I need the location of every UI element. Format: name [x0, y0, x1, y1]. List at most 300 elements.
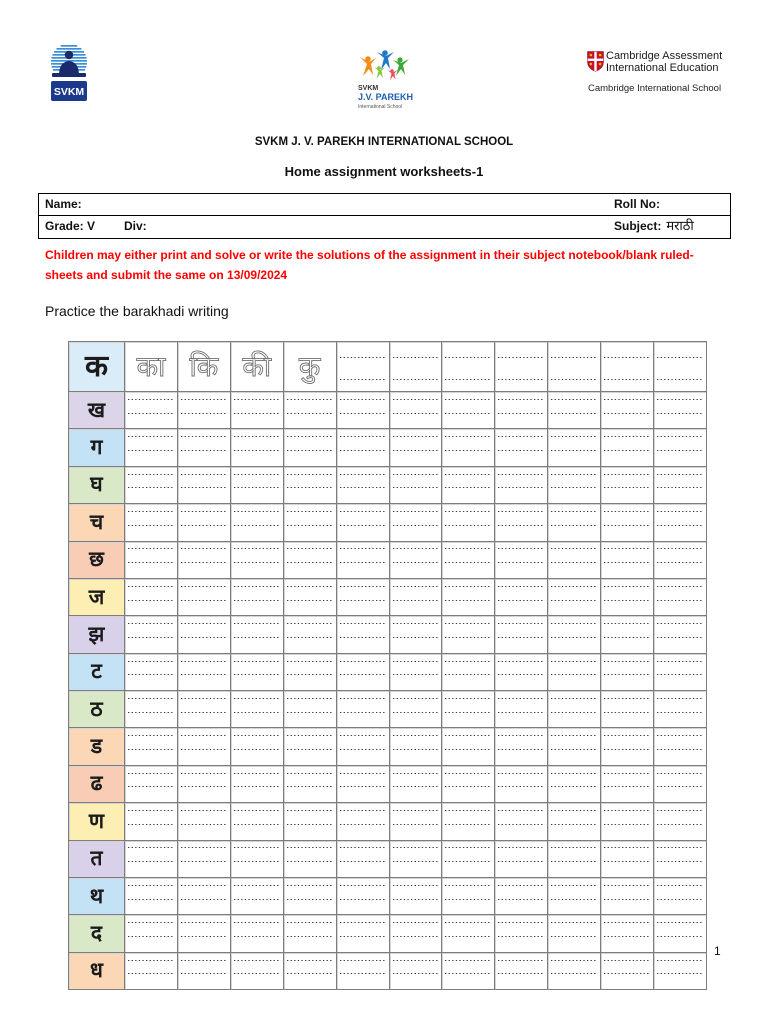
practice-cell — [654, 579, 707, 616]
practice-cell — [442, 841, 495, 878]
dotted-guide-line — [287, 562, 333, 563]
dotted-guide-line — [393, 899, 439, 900]
dotted-guide-line — [181, 960, 227, 961]
dotted-guide-line — [287, 674, 333, 675]
barakhadi-letter-cell — [69, 953, 125, 990]
dotted-guide-line — [445, 973, 491, 974]
practice-cell — [125, 803, 178, 840]
dotted-guide-line — [445, 936, 491, 937]
practice-cell — [548, 953, 601, 990]
barakhadi-letter-cell — [69, 504, 125, 541]
practice-cell — [495, 953, 548, 990]
worksheet-title: Home assignment worksheets-1 — [284, 164, 484, 179]
practice-cell — [601, 579, 654, 616]
dotted-guide-line — [287, 450, 333, 451]
jvp-logo-name-text — [358, 92, 413, 102]
barakhadi-letter-cell — [69, 841, 125, 878]
practice-cell — [390, 953, 443, 990]
practice-cell — [231, 803, 284, 840]
practice-cell — [442, 654, 495, 691]
dotted-guide-line — [181, 661, 227, 662]
barakhadi-letter-cell — [69, 429, 125, 466]
practice-cell — [231, 766, 284, 803]
consonant-letter: ढ — [90, 771, 103, 796]
dotted-guide-line — [128, 637, 174, 638]
dotted-guide-line — [181, 436, 227, 437]
practice-cell — [548, 841, 601, 878]
dotted-guide-line — [287, 637, 333, 638]
barakhadi-letter-cell — [69, 392, 125, 429]
dotted-guide-line — [604, 661, 650, 662]
dotted-guide-line — [234, 586, 280, 587]
practice-cell — [390, 504, 443, 541]
dotted-guide-line — [234, 735, 280, 736]
practice-cell — [125, 342, 178, 392]
dotted-guide-line — [498, 936, 544, 937]
dotted-guide-line — [234, 637, 280, 638]
dotted-guide-line — [128, 548, 174, 549]
dotted-guide-line — [657, 885, 703, 886]
practice-cell — [495, 915, 548, 952]
practice-cell — [178, 915, 231, 952]
dotted-guide-line — [128, 847, 174, 848]
dotted-guide-line — [551, 749, 597, 750]
dotted-guide-line — [657, 357, 703, 358]
dotted-guide-line — [498, 773, 544, 774]
practice-cell — [442, 616, 495, 653]
dotted-guide-line — [393, 735, 439, 736]
dotted-guide-line — [340, 749, 386, 750]
dotted-guide-line — [234, 773, 280, 774]
practice-cell — [337, 429, 390, 466]
dotted-guide-line — [393, 487, 439, 488]
practice-cell — [654, 691, 707, 728]
dotted-guide-line — [393, 960, 439, 961]
dotted-guide-line — [657, 413, 703, 414]
dotted-guide-line — [340, 379, 386, 380]
barakhadi-letter-cell — [69, 579, 125, 616]
dotted-guide-line — [604, 357, 650, 358]
practice-cell — [284, 504, 337, 541]
dotted-guide-line — [340, 786, 386, 787]
barakhadi-letter-cell — [69, 728, 125, 765]
dotted-guide-line — [287, 899, 333, 900]
dotted-guide-line — [234, 922, 280, 923]
dotted-guide-line — [445, 525, 491, 526]
dotted-guide-line — [340, 698, 386, 699]
dotted-guide-line — [445, 712, 491, 713]
dotted-guide-line — [340, 357, 386, 358]
traced-syllable: की — [242, 349, 272, 383]
dotted-guide-line — [340, 436, 386, 437]
dotted-guide-line — [445, 885, 491, 886]
dotted-guide-line — [287, 861, 333, 862]
dotted-guide-line — [287, 810, 333, 811]
dotted-guide-line — [181, 810, 227, 811]
dotted-guide-line — [551, 786, 597, 787]
practice-cell — [337, 803, 390, 840]
practice-cell — [231, 728, 284, 765]
practice-cell — [337, 878, 390, 915]
dotted-guide-line — [340, 548, 386, 549]
consonant-letter: त — [90, 846, 103, 871]
dotted-guide-line — [604, 885, 650, 886]
dotted-guide-line — [393, 399, 439, 400]
practice-cell — [231, 392, 284, 429]
dotted-guide-line — [181, 623, 227, 624]
dotted-guide-line — [181, 899, 227, 900]
dotted-guide-line — [604, 698, 650, 699]
practice-cell — [654, 392, 707, 429]
grade-label: Grade: — [45, 219, 84, 233]
dotted-guide-line — [393, 786, 439, 787]
dotted-guide-line — [657, 786, 703, 787]
dotted-guide-line — [657, 525, 703, 526]
dotted-guide-line — [128, 936, 174, 937]
dotted-guide-line — [445, 861, 491, 862]
dotted-guide-line — [657, 749, 703, 750]
dotted-guide-line — [657, 586, 703, 587]
practice-cell — [442, 728, 495, 765]
practice-cell — [548, 878, 601, 915]
dotted-guide-line — [498, 973, 544, 974]
practice-cell — [231, 654, 284, 691]
practice-cell — [231, 953, 284, 990]
practice-cell — [178, 691, 231, 728]
dotted-guide-line — [498, 661, 544, 662]
dotted-guide-line — [128, 810, 174, 811]
dotted-guide-line — [340, 712, 386, 713]
practice-cell — [442, 878, 495, 915]
dotted-guide-line — [234, 810, 280, 811]
practice-cell — [125, 878, 178, 915]
dotted-guide-line — [181, 474, 227, 475]
practice-cell — [390, 616, 443, 653]
dotted-guide-line — [340, 637, 386, 638]
practice-cell — [284, 691, 337, 728]
dotted-guide-line — [340, 600, 386, 601]
practice-cell — [337, 542, 390, 579]
practice-cell — [390, 691, 443, 728]
dotted-guide-line — [657, 973, 703, 974]
practice-cell — [548, 467, 601, 504]
dotted-guide-line — [234, 450, 280, 451]
practice-cell — [337, 915, 390, 952]
dotted-guide-line — [181, 922, 227, 923]
dotted-guide-line — [498, 511, 544, 512]
dotted-guide-line — [340, 525, 386, 526]
school-title: SVKM J. V. PAREKH INTERNATIONAL SCHOOL — [254, 136, 514, 148]
dotted-guide-line — [128, 474, 174, 475]
dotted-guide-line — [604, 674, 650, 675]
shield-lion — [599, 63, 602, 66]
practice-cell — [284, 953, 337, 990]
dotted-guide-line — [604, 773, 650, 774]
dotted-guide-line — [340, 413, 386, 414]
dotted-guide-line — [340, 810, 386, 811]
consonant-letter: ठ — [90, 696, 103, 721]
dotted-guide-line — [128, 712, 174, 713]
dotted-guide-line — [551, 899, 597, 900]
practice-cell — [125, 616, 178, 653]
svkm-figure-head — [65, 51, 73, 59]
practice-cell — [178, 467, 231, 504]
dotted-guide-line — [445, 637, 491, 638]
practice-cell — [654, 654, 707, 691]
dotted-guide-line — [445, 562, 491, 563]
shield-lion — [590, 63, 593, 66]
dotted-guide-line — [181, 487, 227, 488]
barakhadi-letter-cell — [69, 915, 125, 952]
dotted-guide-line — [657, 712, 703, 713]
dotted-guide-line — [128, 786, 174, 787]
practice-cell — [601, 467, 654, 504]
dotted-guide-line — [604, 824, 650, 825]
traced-syllable: का — [136, 349, 166, 383]
svkm-logo — [44, 44, 94, 104]
dotted-guide-line — [234, 487, 280, 488]
practice-cell — [495, 342, 548, 392]
dotted-guide-line — [657, 487, 703, 488]
dotted-guide-line — [234, 960, 280, 961]
dotted-guide-line — [551, 379, 597, 380]
dotted-guide-line — [657, 773, 703, 774]
practice-cell — [284, 803, 337, 840]
dotted-guide-line — [234, 413, 280, 414]
practice-cell — [390, 841, 443, 878]
dotted-guide-line — [234, 698, 280, 699]
practice-cell — [125, 392, 178, 429]
barakhadi-letter-cell — [69, 616, 125, 653]
dotted-guide-line — [498, 810, 544, 811]
dotted-guide-line — [340, 885, 386, 886]
practice-cell — [125, 467, 178, 504]
dotted-guide-line — [445, 960, 491, 961]
dotted-guide-line — [498, 413, 544, 414]
jvp-logo-name: J.V. PAREKH — [358, 92, 414, 102]
dotted-guide-line — [551, 357, 597, 358]
dotted-guide-line — [128, 413, 174, 414]
practice-cell — [178, 392, 231, 429]
practice-cell — [601, 392, 654, 429]
dotted-guide-line — [551, 847, 597, 848]
dotted-guide-line — [445, 661, 491, 662]
practice-cell — [284, 392, 337, 429]
practice-cell — [601, 616, 654, 653]
practice-cell — [231, 691, 284, 728]
dotted-guide-line — [287, 735, 333, 736]
practice-cell — [178, 342, 231, 392]
practice-cell — [548, 579, 601, 616]
dotted-guide-line — [287, 525, 333, 526]
dotted-guide-line — [340, 824, 386, 825]
dotted-guide-line — [181, 861, 227, 862]
practice-cell — [654, 803, 707, 840]
dotted-guide-line — [551, 922, 597, 923]
dotted-guide-line — [181, 600, 227, 601]
practice-cell — [178, 429, 231, 466]
dotted-guide-line — [498, 379, 544, 380]
info-row — [39, 216, 730, 238]
cambridge-logo — [585, 49, 725, 97]
dotted-guide-line — [657, 824, 703, 825]
dotted-guide-line — [128, 674, 174, 675]
dotted-guide-line — [340, 511, 386, 512]
practice-cell — [548, 392, 601, 429]
dotted-guide-line — [657, 899, 703, 900]
barakhadi-letter-cell — [69, 654, 125, 691]
practice-cell — [284, 616, 337, 653]
practice-cell — [601, 803, 654, 840]
dotted-guide-line — [657, 847, 703, 848]
dotted-guide-line — [393, 586, 439, 587]
dotted-guide-line — [340, 450, 386, 451]
dotted-guide-line — [604, 511, 650, 512]
dotted-guide-line — [445, 674, 491, 675]
dotted-guide-line — [657, 922, 703, 923]
dotted-guide-line — [657, 661, 703, 662]
dotted-guide-line — [340, 487, 386, 488]
dotted-guide-line — [445, 698, 491, 699]
dotted-guide-line — [445, 600, 491, 601]
dotted-guide-line — [234, 824, 280, 825]
practice-cell — [601, 542, 654, 579]
dotted-guide-line — [393, 698, 439, 699]
dotted-guide-line — [445, 450, 491, 451]
info-row — [39, 194, 730, 216]
dotted-guide-line — [234, 548, 280, 549]
practice-cell — [654, 429, 707, 466]
dotted-guide-line — [604, 548, 650, 549]
practice-cell — [284, 429, 337, 466]
dotted-guide-line — [604, 623, 650, 624]
dotted-guide-line — [181, 885, 227, 886]
barakhadi-letter-cell — [69, 691, 125, 728]
dotted-guide-line — [498, 674, 544, 675]
practice-cell — [284, 841, 337, 878]
practice-cell — [601, 429, 654, 466]
dotted-guide-line — [445, 623, 491, 624]
dotted-guide-line — [393, 936, 439, 937]
practice-cell — [495, 616, 548, 653]
practice-cell — [495, 841, 548, 878]
dotted-guide-line — [181, 735, 227, 736]
student-info-table — [38, 193, 731, 239]
dotted-guide-line — [498, 899, 544, 900]
dotted-guide-line — [551, 562, 597, 563]
practice-cell — [231, 429, 284, 466]
dotted-guide-line — [551, 525, 597, 526]
dotted-guide-line — [604, 637, 650, 638]
dotted-guide-line — [287, 973, 333, 974]
practice-cell — [125, 915, 178, 952]
dotted-guide-line — [128, 861, 174, 862]
dotted-guide-line — [445, 474, 491, 475]
dotted-guide-line — [128, 698, 174, 699]
practice-cell — [548, 915, 601, 952]
dotted-guide-line — [128, 960, 174, 961]
dotted-guide-line — [181, 637, 227, 638]
practice-cell — [178, 953, 231, 990]
dotted-guide-line — [445, 379, 491, 380]
dotted-guide-line — [604, 399, 650, 400]
dotted-guide-line — [181, 773, 227, 774]
practice-cell — [548, 542, 601, 579]
practice-cell — [284, 654, 337, 691]
dotted-guide-line — [393, 548, 439, 549]
dotted-guide-line — [604, 936, 650, 937]
dotted-guide-line — [498, 735, 544, 736]
dotted-guide-line — [445, 586, 491, 587]
dotted-guide-line — [234, 661, 280, 662]
dotted-guide-line — [287, 698, 333, 699]
dotted-guide-line — [657, 674, 703, 675]
dotted-guide-line — [604, 586, 650, 587]
dotted-guide-line — [551, 661, 597, 662]
dotted-guide-line — [393, 511, 439, 512]
dotted-guide-line — [445, 735, 491, 736]
barakhadi-letter-cell — [69, 803, 125, 840]
dotted-guide-line — [551, 623, 597, 624]
dotted-guide-line — [551, 586, 597, 587]
dotted-guide-line — [128, 562, 174, 563]
dotted-guide-line — [604, 810, 650, 811]
dotted-guide-line — [287, 960, 333, 961]
dotted-guide-line — [551, 674, 597, 675]
practice-cell — [548, 691, 601, 728]
practice-cell — [125, 728, 178, 765]
practice-cell — [601, 915, 654, 952]
practice-cell — [654, 728, 707, 765]
practice-cell — [654, 504, 707, 541]
dotted-guide-line — [604, 735, 650, 736]
dotted-guide-line — [181, 824, 227, 825]
dotted-guide-line — [340, 562, 386, 563]
practice-cell — [284, 878, 337, 915]
consonant-letter: क — [84, 348, 109, 384]
dotted-guide-line — [604, 562, 650, 563]
dotted-guide-line — [128, 885, 174, 886]
dotted-guide-line — [128, 436, 174, 437]
dotted-guide-line — [498, 548, 544, 549]
dotted-guide-line — [181, 973, 227, 974]
dotted-guide-line — [393, 413, 439, 414]
dotted-guide-line — [498, 698, 544, 699]
dotted-guide-line — [498, 436, 544, 437]
dotted-guide-line — [234, 936, 280, 937]
dotted-guide-line — [445, 436, 491, 437]
dotted-guide-line — [287, 511, 333, 512]
dotted-guide-line — [287, 786, 333, 787]
practice-cell — [548, 654, 601, 691]
dotted-guide-line — [657, 735, 703, 736]
practice-cell — [125, 429, 178, 466]
practice-cell — [442, 766, 495, 803]
dotted-guide-line — [287, 773, 333, 774]
dotted-guide-line — [234, 562, 280, 563]
dotted-guide-line — [551, 960, 597, 961]
dotted-guide-line — [657, 399, 703, 400]
dotted-guide-line — [604, 436, 650, 437]
dotted-guide-line — [657, 548, 703, 549]
practice-cell — [125, 504, 178, 541]
dotted-guide-line — [393, 749, 439, 750]
practice-cell — [178, 878, 231, 915]
dotted-guide-line — [445, 847, 491, 848]
dotted-guide-line — [604, 379, 650, 380]
practice-cell — [495, 504, 548, 541]
practice-cell — [178, 542, 231, 579]
